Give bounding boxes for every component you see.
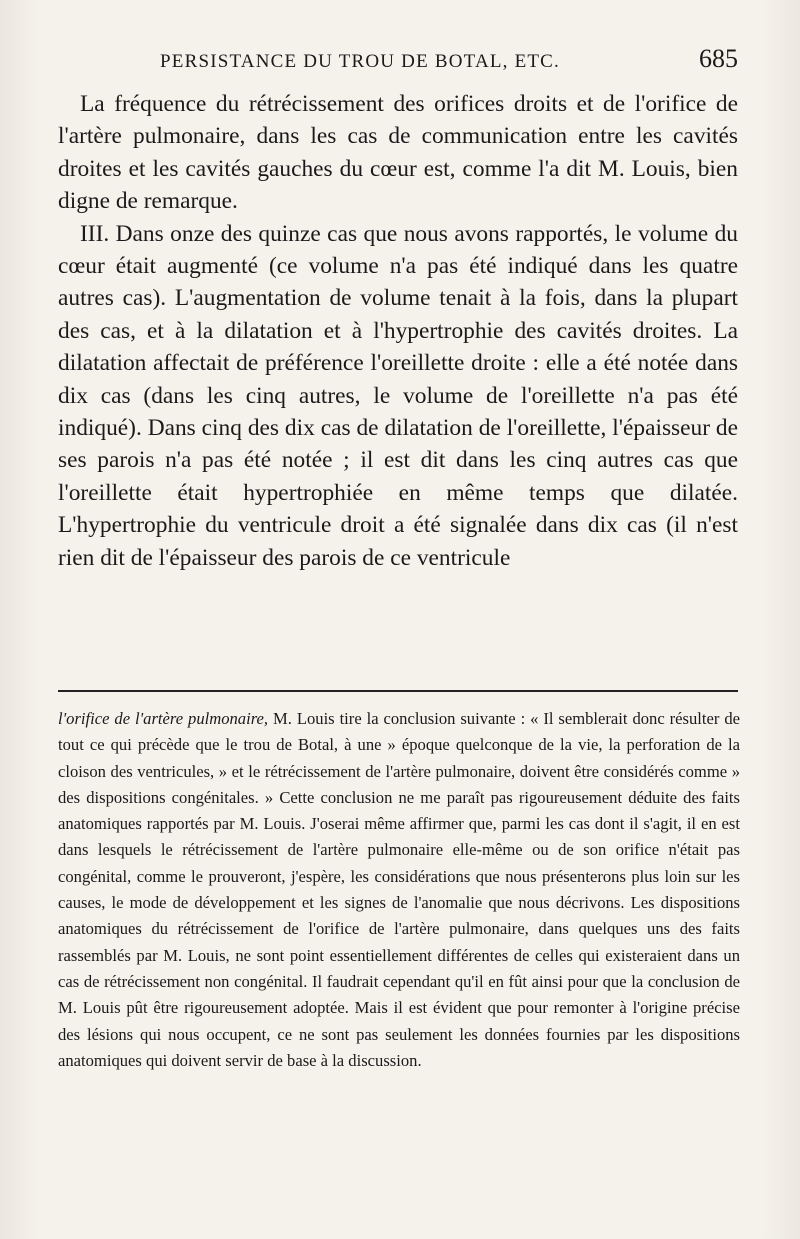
footnote-text: M. Louis tire la conclusion suivante : « Il semblerait donc résulter de tout ce qui précède que le trou de Botal, à une » époque quelconque de la vie, la perforation de la cloison des ventricules, » et le rétrécissement de l'artère pulmonaire, doivent être considérés comme » des dispositions congénitales. » Cette conclusion ne me paraît pas rigoureusement déduite des faits anatomiques rapportés par M. Louis. J'oserai même affirmer que, parmi les cas dont il s'agit, il en est dans lesquels le rétrécissement de l'artère pulmonaire elle-même ou de son orifice n'était pas congénital, comme le prouveront, j'espère, les considérations que nous présenterons plus loin sur les causes, le mode de développement et les signes de l'anomalie que nous décrivons. Les dispositions anatomiques du rétrécissement de l'orifice de l'artère pulmonaire, dans quelques uns des faits rassemblés par M. Louis, ne sont point essentiellement différentes de celles qui existeraient dans un cas de rétrécissement non congénital. Il faudrait cependant qu'il en fût ainsi pour que la conclusion de M. Louis pût être rigoureusement adoptée. Mais il est évident que pour remonter à l'origine précise des lésions qui nous occupent, ce ne sont pas seulement les données fournies par les dispositions anatomiques qui doivent servir de base à la discussion.: [58, 709, 740, 1070]
footnote-divider: [58, 690, 738, 692]
page-number: 685: [699, 44, 738, 73]
main-text: [58, 88, 738, 574]
paragraph: La fréquence du rétrécissement des orifices droits et de l'orifice de l'artère pulmonaire, dans les cas de communication entre les cavités droites et les cavités gauches du cœur est, comme l'a dit M. Louis, bien digne de remarque.: [58, 91, 738, 215]
running-title: PERSISTANCE DU TROU DE BOTAL, ETC.: [160, 51, 561, 72]
running-header: [160, 44, 738, 74]
paragraph: III. Dans onze des quinze cas que nous avons rapportés, le volume du cœur était augmenté (ce volume n'a pas été indiqué dans les quatre autres cas). L'augmentation de volume tenait à la fois, dans la plupart des cas, et à la dilatation et à l'hypertrophie des cavités droites. La dilatation affectait de préférence l'oreillette droite : elle a été notée dans dix cas (dans les cinq autres, le volume de l'oreillette n'a pas été indiqué). Dans cinq des dix cas de dilatation de l'oreillette, l'épaisseur de ses parois n'a pas été notée ; il est dit dans les cinq autres cas que l'oreillette était hypertrophiée en même temps que dilatée. L'hypertrophie du ventricule droit a été signalée dans dix cas (il n'est rien dit de l'épaisseur des parois de ce ventricule: [58, 220, 738, 571]
footnote: [58, 706, 740, 1074]
footnote-italic-lead: l'orifice de l'artère pulmonaire,: [58, 709, 269, 728]
